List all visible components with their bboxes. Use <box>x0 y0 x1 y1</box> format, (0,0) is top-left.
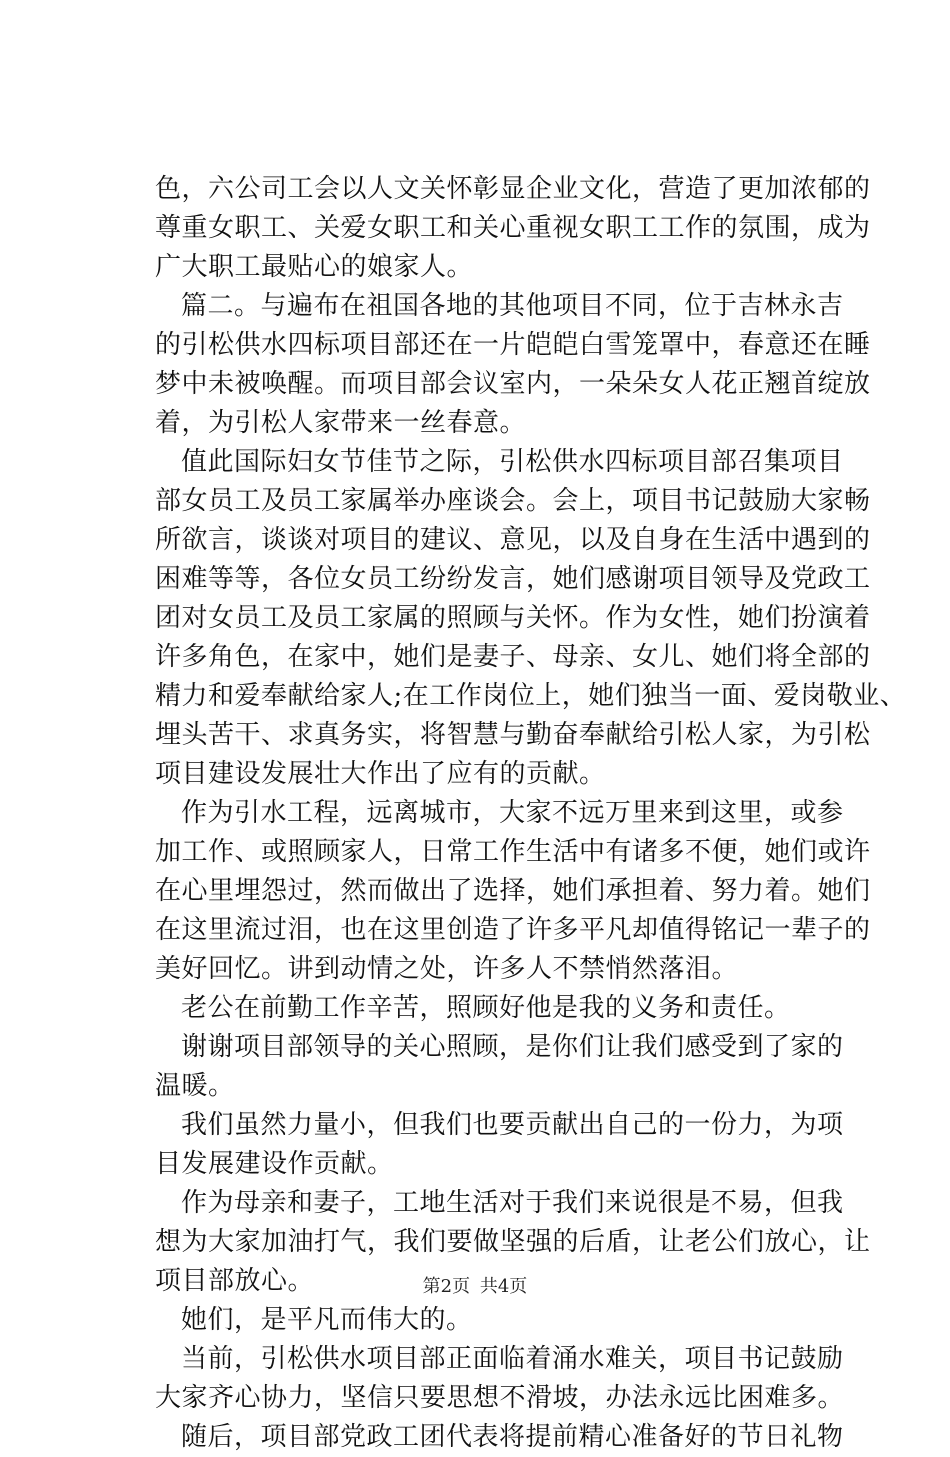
text-line: 梦中未被唤醒。而项目部会议室内，一朵朵女人花正翘首绽放 <box>155 369 871 399</box>
page-total: 共4页 <box>479 1276 528 1297</box>
text-line: 色，六公司工会以人文关怀彰显企业文化，营造了更加浓郁的 <box>155 174 871 204</box>
text-line: 埋头苦干、求真务实，将智慧与勤奋奉献给引松人家，为引松 <box>155 720 871 750</box>
text-line: 温暖。 <box>155 1071 235 1101</box>
text-line: 困难等等，各位女员工纷纷发言，她们感谢项目领导及党政工 <box>155 564 871 594</box>
text-line: 她们，是平凡而伟大的。 <box>181 1305 473 1335</box>
text-line: 作为引水工程，远离城市，大家不远万里来到这里，或参 <box>181 798 844 828</box>
text-line: 尊重女职工、关爱女职工和关心重视女职工工作的氛围，成为 <box>155 213 871 243</box>
text-line: 我们虽然力量小，但我们也要贡献出自己的一份力，为项 <box>181 1110 844 1140</box>
text-line: 老公在前勤工作辛苦，照顾好他是我的义务和责任。 <box>181 993 791 1023</box>
text-line: 值此国际妇女节佳节之际，引松供水四标项目部召集项目 <box>181 447 844 477</box>
text-line: 大家齐心协力，坚信只要思想不滑坡，办法永远比困难多。 <box>155 1383 845 1413</box>
text-line: 所欲言，谈谈对项目的建议、意见，以及自身在生活中遇到的 <box>155 525 871 555</box>
text-line: 目发展建设作贡献。 <box>155 1149 394 1179</box>
text-line: 精力和爱奉献给家人;在工作岗位上，她们独当一面、爱岗敬业、 <box>155 681 907 711</box>
text-line: 作为母亲和妻子，工地生活对于我们来说很是不易，但我 <box>181 1188 844 1218</box>
text-line: 部女员工及员工家属举办座谈会。会上，项目书记鼓励大家畅 <box>155 486 871 516</box>
text-line: 在这里流过泪，也在这里创造了许多平凡却值得铭记一辈子的 <box>155 915 871 945</box>
text-line: 项目建设发展壮大作出了应有的贡献。 <box>155 759 606 789</box>
text-line: 项目部放心。 <box>155 1266 315 1296</box>
page-footer <box>0 1272 950 1298</box>
text-line: 随后，项目部党政工团代表将提前精心准备好的节日礼物 <box>181 1422 844 1452</box>
text-line: 着，为引松人家带来一丝春意。 <box>155 408 527 438</box>
text-line: 谢谢项目部领导的关心照顾，是你们让我们感受到了家的 <box>181 1032 844 1062</box>
text-line: 许多角色，在家中，她们是妻子、母亲、女儿、她们将全部的 <box>155 642 871 672</box>
text-line: 的引松供水四标项目部还在一片皑皑白雪笼罩中，春意还在睡 <box>155 330 871 360</box>
text-line: 广大职工最贴心的娘家人。 <box>155 252 474 282</box>
document-body <box>155 170 907 1457</box>
text-line: 团对女员工及员工家属的照顾与关怀。作为女性，她们扮演着 <box>155 603 871 633</box>
text-line: 篇二。与遍布在祖国各地的其他项目不同，位于吉林永吉 <box>181 291 844 321</box>
page-number: 第2页 <box>422 1276 471 1297</box>
text-line: 想为大家加油打气，我们要做坚强的后盾，让老公们放心，让 <box>155 1227 871 1257</box>
text-line: 在心里埋怨过，然而做出了选择，她们承担着、努力着。她们 <box>155 876 871 906</box>
text-line: 当前，引松供水项目部正面临着涌水难关，项目书记鼓励 <box>181 1344 844 1374</box>
text-line: 加工作、或照顾家人，日常工作生活中有诸多不便，她们或许 <box>155 837 871 867</box>
text-line: 美好回忆。讲到动情之处，许多人不禁悄然落泪。 <box>155 954 739 984</box>
